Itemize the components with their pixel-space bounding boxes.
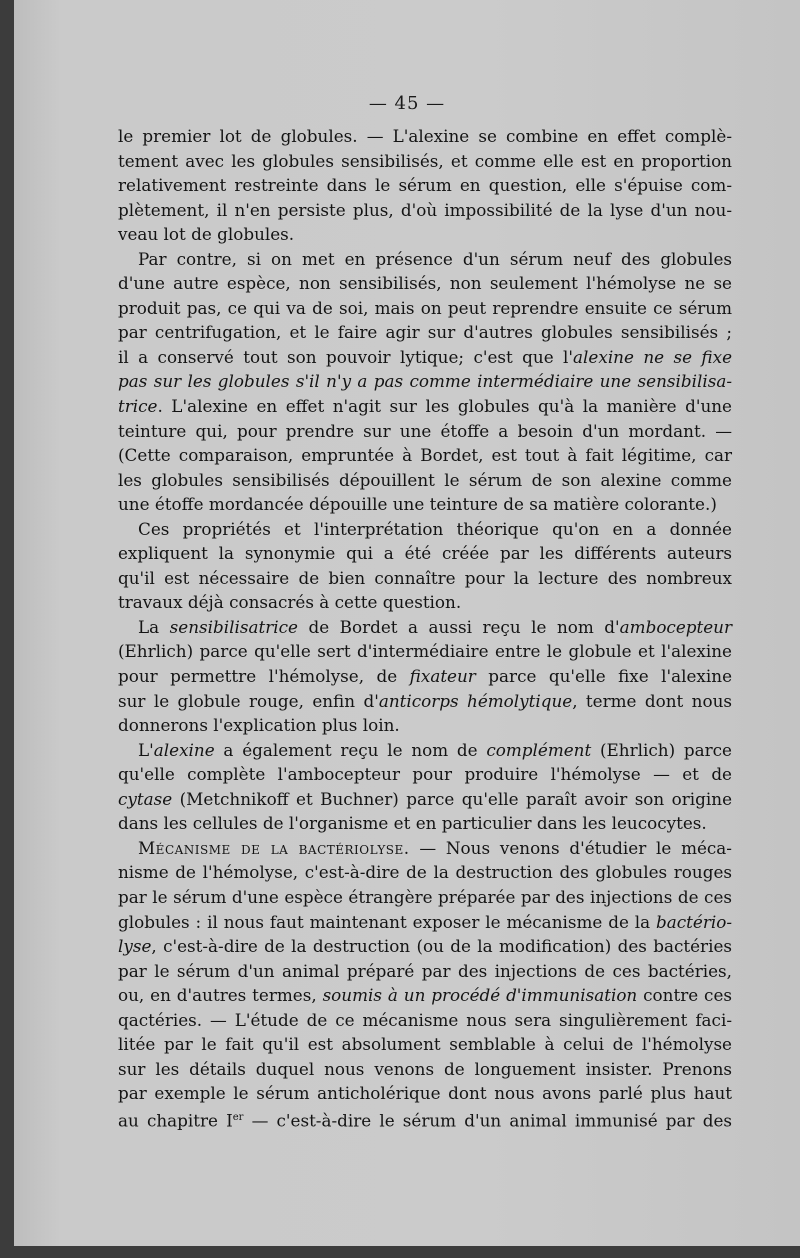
text-line: par le sérum d'une espèce étrangère préparée par des injections de ces bbox=[118, 886, 732, 907]
text-run: pour permettre l'hémolyse, de bbox=[118, 666, 410, 687]
text-line: teinture qui, pour prendre sur une étoffe a besoin d'un mordant. — bbox=[118, 420, 732, 441]
text-run: — Nous venons d'étudier le méca- bbox=[409, 837, 732, 858]
text-line bbox=[118, 836, 732, 861]
text-line: plètement, il n'en persiste plus, d'où impossibilité de la lyse d'un nou- bbox=[118, 199, 732, 220]
text-line bbox=[118, 615, 732, 640]
text-run: La bbox=[138, 616, 170, 637]
italic-run: complément bbox=[486, 739, 592, 760]
text-line: expliquent la synonymie qui a été créée par les différents auteurs bbox=[118, 543, 732, 564]
text-run: de Bordet a aussi reçu le nom d' bbox=[297, 616, 620, 637]
text-line: (Ehrlich) parce qu'elle sert d'intermédiaire entre le globule et l'alexine bbox=[118, 641, 732, 662]
text-run: contre ces bbox=[637, 985, 732, 1006]
text-line: qactéries. — L'étude de ce mécanisme nous sera singulièrement faci- bbox=[118, 1009, 732, 1030]
text-line bbox=[118, 738, 732, 763]
text-line: donnerons l'explication plus loin. bbox=[118, 715, 400, 736]
text-line: le premier lot de globules. — L'alexine se combine en effet complè- bbox=[118, 126, 732, 146]
text-line bbox=[118, 934, 732, 959]
text-run: au chapitre I bbox=[118, 1110, 233, 1131]
text-line: litée par le fait qu'il est absolument semblable à celui de l'hémolyse bbox=[118, 1034, 732, 1055]
text-line: Ces propriétés et l'interprétation théorique qu'on en a donnée bbox=[138, 518, 732, 539]
text-line bbox=[118, 369, 732, 394]
text-run: sur le globule rouge, enfin d' bbox=[118, 690, 379, 711]
text-line: d'une autre espèce, non sensibilisés, non seulement l'hémolyse ne se bbox=[118, 273, 732, 294]
text-line: veau lot de globules. bbox=[118, 224, 295, 245]
text-line: sur les détails duquel nous venons de longuement insister. Prenons bbox=[118, 1058, 732, 1079]
text-line bbox=[118, 1106, 732, 1133]
text-line: une étoffe mordancée dépouille une teinture de sa matière colorante.) bbox=[118, 494, 717, 515]
italic-run: alexine ne se fixe bbox=[573, 346, 732, 367]
text-line: relativement restreinte dans le sérum en question, elle s'épuise com- bbox=[118, 175, 732, 196]
italic-run: sensibilisatrice bbox=[169, 616, 298, 637]
text-line: Par contre, si on met en présence d'un sérum neuf des globules bbox=[138, 248, 732, 269]
italic-run: anticorps hémolytique bbox=[378, 690, 573, 711]
section-heading: Mécanisme de la bactériolyse. bbox=[138, 837, 410, 858]
text-line: tement avec les globules sensibilisés, et comme elle est en proportion bbox=[118, 150, 732, 171]
text-line bbox=[118, 345, 732, 370]
text-run: . L'alexine en effet n'agit sur les globules qu'à la manière d'une bbox=[157, 396, 732, 417]
italic-run: soumis à un procédé d'immunisation bbox=[322, 985, 638, 1006]
text-line: travaux déjà consacrés à cette question. bbox=[118, 592, 462, 613]
text-run: (Ehrlich) parce bbox=[591, 739, 732, 760]
italic-run: cytase bbox=[118, 788, 173, 809]
italic-run: alexine bbox=[153, 739, 215, 760]
text-line: qu'elle complète l'ambocepteur pour produire l'hémolyse — et de bbox=[118, 764, 732, 785]
italic-run: bactério- bbox=[656, 911, 732, 932]
text-line: (Cette comparaison, empruntée à Bordet, est tout à fait légitime, car bbox=[118, 445, 732, 466]
text-run: (Metchnikoff et Buchner) parce qu'elle paraît avoir son origine bbox=[172, 788, 732, 809]
text-line: nisme de l'hémolyse, c'est-à-dire de la destruction des globules rouges bbox=[118, 862, 732, 883]
italic-run: ambocepteur bbox=[619, 616, 732, 637]
text-line bbox=[118, 910, 732, 935]
italic-run: trice bbox=[118, 396, 158, 417]
text-line: produit pas, ce qui va de soi, mais on peut reprendre ensuite ce sérum bbox=[118, 297, 732, 318]
book-page bbox=[14, 0, 800, 1246]
text-run: , terme dont nous bbox=[572, 690, 732, 711]
superscript: er bbox=[232, 1111, 244, 1123]
italic-run: fixateur bbox=[409, 666, 476, 687]
text-line: par centrifugation, et le faire agir sur d'autres globules sensibilisés ; bbox=[118, 322, 732, 343]
text-run: globules : il nous faut maintenant exposer le mécanisme de la bbox=[118, 911, 657, 932]
text-line: qu'il est nécessaire de bien connaître pour la lecture des nombreux bbox=[118, 567, 732, 588]
text-line: par exemple le sérum anticholérique dont nous avons parlé plus haut bbox=[118, 1083, 732, 1104]
text-run: L' bbox=[138, 739, 154, 760]
text-line bbox=[118, 983, 732, 1008]
text-run: — c'est-à-dire le sérum d'un animal immunisé par des bbox=[243, 1110, 732, 1131]
text-line bbox=[118, 787, 732, 812]
page-number: — 45 — bbox=[368, 93, 446, 114]
body-text bbox=[118, 124, 732, 1133]
text-run: , c'est-à-dire de la destruction (ou de la modification) des bactéries bbox=[151, 936, 732, 957]
text-line bbox=[118, 689, 732, 714]
text-line bbox=[118, 664, 732, 689]
text-line bbox=[118, 394, 732, 419]
italic-run: pas sur les globules s'il n'y a pas comme intermédiaire une sensibilisa- bbox=[118, 371, 732, 392]
text-line: dans les cellules de l'organisme et en particulier dans les leucocytes. bbox=[118, 813, 707, 834]
italic-run: lyse bbox=[118, 936, 152, 957]
text-run: il a conservé tout son pouvoir lytique; c'est que l' bbox=[118, 346, 574, 367]
text-run: parce qu'elle fixe l'alexine bbox=[475, 666, 732, 687]
text-line: par le sérum d'un animal préparé par des injections de ces bactéries, bbox=[118, 960, 732, 981]
text-run: a également reçu le nom de bbox=[214, 739, 487, 760]
text-run: ou, en d'autres termes, bbox=[118, 985, 323, 1006]
text-line: les globules sensibilisés dépouillent le sérum de son alexine comme bbox=[118, 469, 732, 490]
